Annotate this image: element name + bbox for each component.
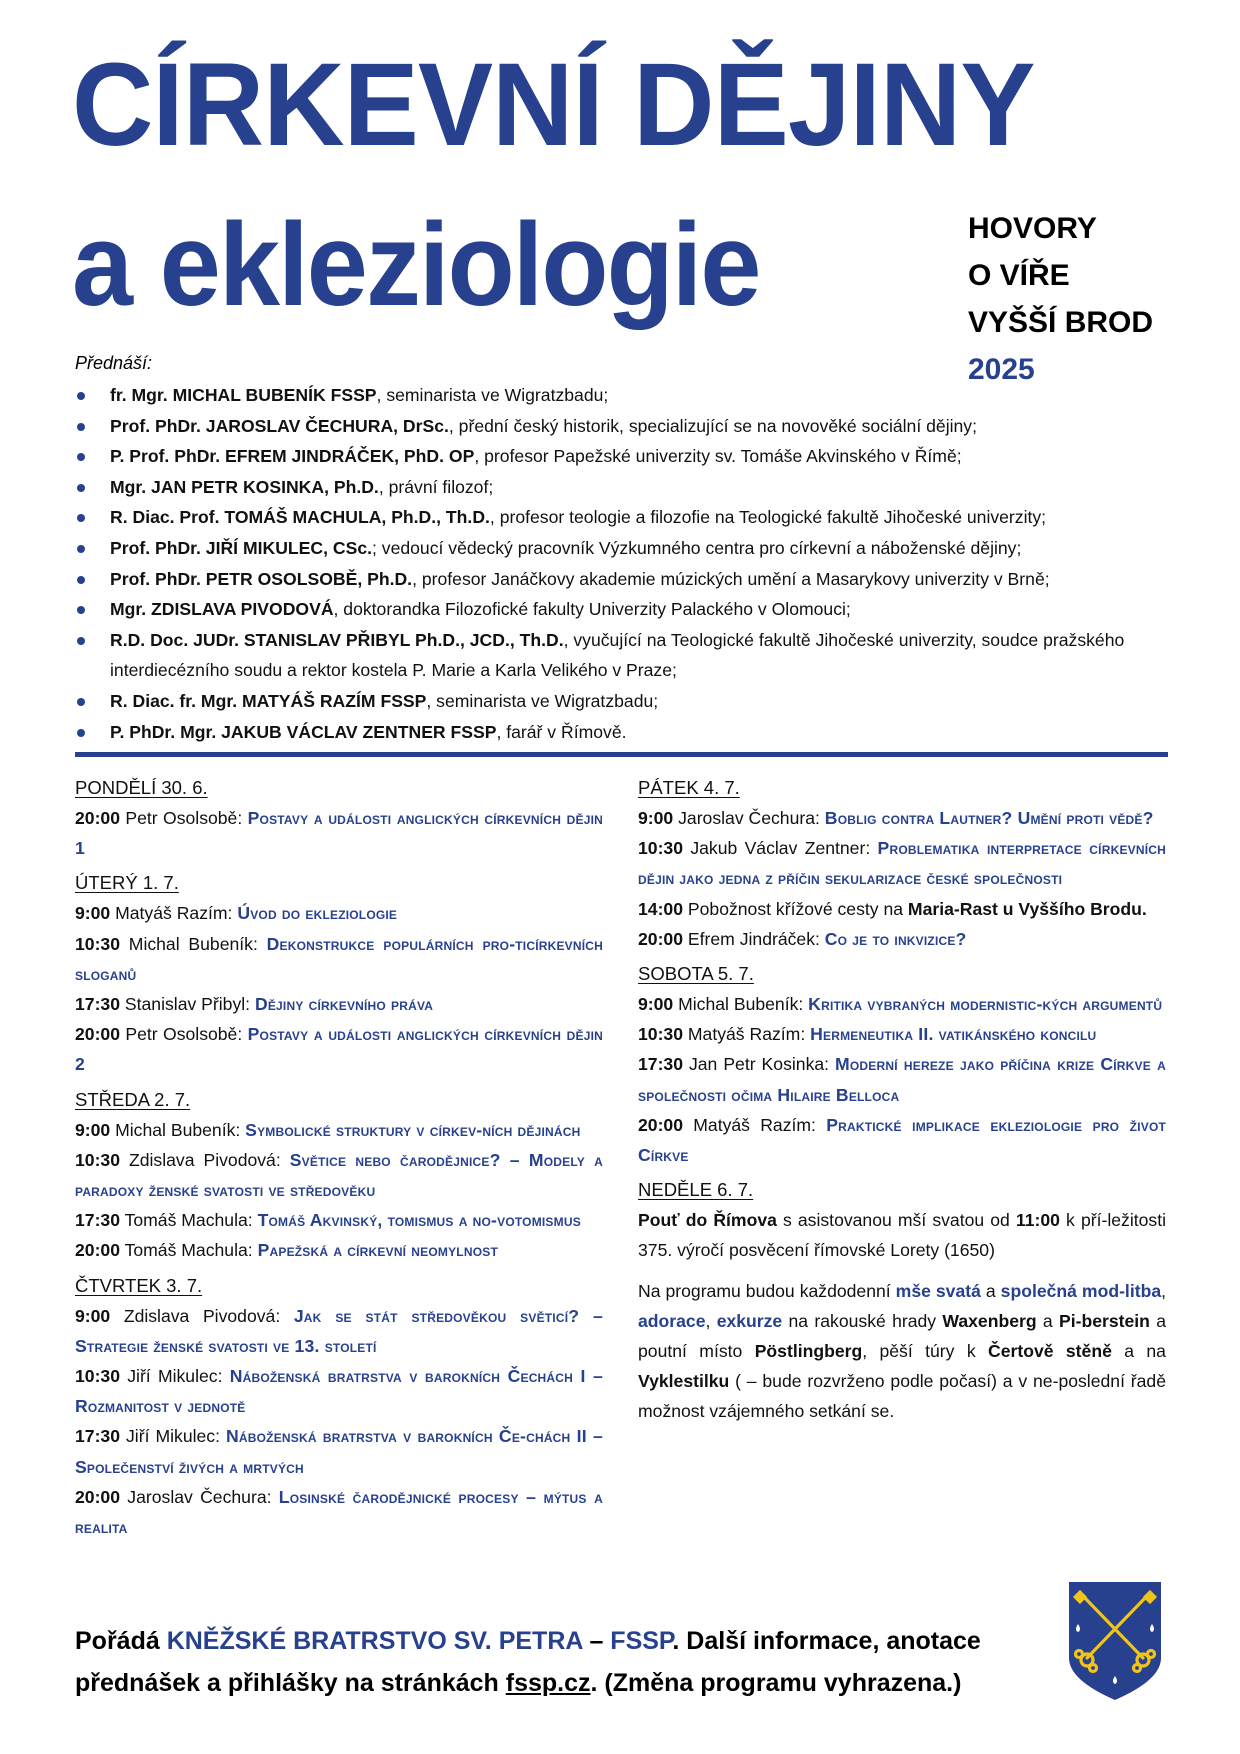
day-heading: SOBOTA 5. 7. xyxy=(638,963,754,985)
footer-note: . (Změna programu vyhrazena.) xyxy=(590,1669,962,1697)
bullet-icon xyxy=(77,729,85,737)
speaker-item xyxy=(75,472,1185,503)
footer-text: . Další informace, anotace přednášek a přihlášky na stránkách xyxy=(75,1627,981,1697)
entry-topic: Postavy a události anglických církevních dějin 1 xyxy=(75,808,603,859)
entry-time: 9:00 xyxy=(75,1305,111,1326)
entry-time: 17:30 xyxy=(75,1210,120,1231)
organizer-abbr: FSSP xyxy=(610,1627,673,1655)
entry-speaker: Matyáš Razím: xyxy=(683,1114,827,1135)
speakers-label: Přednáší: xyxy=(75,353,153,373)
entry-time: 14:00 xyxy=(638,898,683,919)
entry-speaker: Zdislava Pivodová: xyxy=(120,1149,290,1170)
schedule-entry xyxy=(75,989,603,1019)
entry-speaker: Matyáš Razím: xyxy=(110,903,238,924)
entry-time: 10:30 xyxy=(638,838,683,859)
schedule-entry xyxy=(75,1421,603,1481)
sunday-text-2: k pří-ležitosti 375. výročí posvěcení římovské Lorety (1650) xyxy=(638,1210,1166,1261)
entry-speaker: Tomáš Machula: xyxy=(120,1240,258,1261)
note-text: , xyxy=(1161,1280,1166,1301)
note-highlight-adoration: adorace xyxy=(638,1310,706,1331)
series-line-1: HOVORY xyxy=(968,212,1097,245)
entry-topic: Moderní hereze jako příčina krize Církve a společnosti očima Hilaire Belloca xyxy=(638,1054,1166,1105)
entry-speaker: Michal Bubeník: xyxy=(110,1119,246,1140)
speaker-description: , vyučující na Teologické fakultě Jihočeské univerzity, soudce pražského interdiecézního soudu a rektor kostela P. Marie a Karla Velikého v Praze; xyxy=(110,629,1125,681)
schedule-entry xyxy=(75,1115,603,1145)
entry-topic: Světice nebo čarodějnice? – Modely a paradoxy ženské svatosti ve středověku xyxy=(75,1149,603,1201)
note-text: a xyxy=(980,1280,1001,1301)
speaker-description: , farář v Římově. xyxy=(496,721,627,742)
day-heading: PONDĚLÍ 30. 6. xyxy=(75,777,208,798)
speaker-description: , seminarista ve Wigratzbadu; xyxy=(376,385,609,405)
schedule-entry xyxy=(75,1361,603,1421)
entry-time: 17:30 xyxy=(638,1054,683,1075)
note-text: Na programu budou každodenní xyxy=(638,1280,896,1301)
schedule-entry xyxy=(75,1145,603,1205)
schedule-entry xyxy=(75,929,603,989)
place-certova-stena: Čertově stěně xyxy=(988,1341,1112,1362)
sunday-description xyxy=(638,1205,1166,1265)
entry-speaker: Tomáš Machula: xyxy=(120,1210,258,1231)
schedule-entry xyxy=(638,924,1166,954)
schedule-entry xyxy=(638,894,1166,924)
bullet-icon xyxy=(77,698,85,706)
entry-speaker: Petr Osolsobě: xyxy=(120,1024,248,1045)
entry-topic: Hermeneutika II. vatikánského koncilu xyxy=(810,1024,1097,1045)
schedule-entry xyxy=(638,833,1166,893)
entry-time: 10:30 xyxy=(638,1024,683,1045)
note-highlight-excursion: exkurze xyxy=(716,1310,783,1331)
place-postlingberg: Pöstlingberg xyxy=(754,1341,863,1362)
entry-speaker: Stanislav Přibyl: xyxy=(120,994,255,1015)
mass-time: 11:00 xyxy=(1015,1210,1060,1231)
speaker-description: , seminarista ve Wigratzbadu; xyxy=(426,690,659,711)
speaker-item xyxy=(75,411,1185,442)
entry-topic: Losinské čarodějnické procesy – mýtus a realita xyxy=(75,1486,603,1538)
speaker-item xyxy=(75,502,1185,533)
entry-topic: Dějiny církevního práva xyxy=(254,994,434,1015)
bullet-icon xyxy=(77,606,85,614)
speaker-description: , profesor Janáčkovy akademie múzických umění a Masarykovy univerzity v Brně; xyxy=(412,568,1050,589)
speakers-list xyxy=(75,380,1185,747)
entry-speaker: Michal Bubeník: xyxy=(120,933,267,954)
speaker-name: P. PhDr. Mgr. JAKUB VÁCLAV ZENTNER FSSP xyxy=(110,721,497,742)
schedule-entry xyxy=(75,1019,603,1079)
speaker-name: R. Diac. fr. Mgr. MATYÁŠ RAZÍM FSSP xyxy=(110,690,427,711)
speaker-name: P. Prof. PhDr. EFREM JINDRÁČEK, PhD. OP xyxy=(110,446,475,467)
speaker-item xyxy=(75,625,1185,686)
entry-speaker: Jiří Mikulec: xyxy=(120,1366,230,1387)
entry-speaker: Jiří Mikulec: xyxy=(120,1426,227,1447)
bullet-icon xyxy=(77,576,85,584)
day-heading: ÚTERÝ 1. 7. xyxy=(75,872,179,894)
schedule-entry xyxy=(638,1110,1166,1170)
program-note xyxy=(638,1276,1166,1427)
speaker-item xyxy=(75,564,1185,595)
entry-time: 20:00 xyxy=(638,1114,683,1135)
footer-dash: – xyxy=(582,1627,611,1655)
day-heading: ČTVRTEK 3. 7. xyxy=(75,1274,203,1296)
schedule-entry xyxy=(75,803,603,863)
note-text: na rakouské hrady xyxy=(782,1310,943,1331)
schedule-entry xyxy=(75,898,603,928)
entry-time: 9:00 xyxy=(638,808,674,828)
entry-topic: Praktické implikace ekleziologie pro život Církve xyxy=(638,1114,1167,1166)
entry-topic: Tomáš Akvinský, tomismus a no-votomismus xyxy=(257,1210,581,1231)
schedule-entry xyxy=(638,803,1166,833)
crossed-keys-shield-icon xyxy=(1065,1580,1165,1702)
page-subtitle: a ekleziologie xyxy=(72,199,760,331)
footer-text: Pořádá xyxy=(75,1627,167,1655)
entry-topic: Problematika interpretace církevních dějin jako jedna z příčin sekularizace české společnosti xyxy=(638,838,1166,889)
speaker-name: fr. Mgr. MICHAL BUBENÍK FSSP xyxy=(110,385,377,405)
speaker-name: Mgr. JAN PETR KOSINKA, Ph.D. xyxy=(110,476,379,497)
entry-time: 20:00 xyxy=(75,1024,120,1045)
place-waxenberg: Waxenberg xyxy=(942,1310,1037,1331)
organizer-name: KNĚŽSKÉ BRATRSTVO SV. PETRA xyxy=(166,1627,583,1655)
speaker-item xyxy=(75,533,1185,564)
bullet-icon xyxy=(77,514,85,522)
bullet-icon xyxy=(77,423,85,431)
entry-speaker: Matyáš Razím: xyxy=(683,1024,811,1045)
place-piberstein: Pi-berstein xyxy=(1058,1310,1150,1331)
speaker-item xyxy=(75,717,1185,748)
entry-topic: Kritika vybraných modernistic-kých argumentů xyxy=(808,994,1163,1015)
entry-time: 9:00 xyxy=(75,1119,111,1140)
schedule-entry xyxy=(75,1235,603,1265)
speaker-item xyxy=(75,441,1185,472)
note-text: ( – bude rozvrženo podle počasí) a v ne-poslední řadě možnost vzájemného setkání se. xyxy=(638,1371,1166,1422)
schedule-right-column xyxy=(638,773,1166,1437)
speaker-description: , právní filozof; xyxy=(378,476,494,497)
speaker-name: R. Diac. Prof. TOMÁŠ MACHULA, Ph.D., Th.D. xyxy=(110,507,490,528)
speaker-description: , profesor Papežské univerzity sv. Tomáše Akvinského v Římě; xyxy=(474,446,962,467)
speaker-description: , doktorandka Filozofické fakulty Univerzity Palackého v Olomouci; xyxy=(333,599,851,620)
speaker-name: Prof. PhDr. JAROSLAV ČECHURA, DrSc. xyxy=(110,415,449,436)
entry-topic: Úvod do ekleziologie xyxy=(237,903,398,924)
entry-topic: Symbolické struktury v církev-ních dějinách xyxy=(245,1119,581,1140)
footer-organizer xyxy=(75,1620,1035,1704)
note-text: , pěší túry k xyxy=(862,1341,988,1362)
note-highlight-mass: mše svatá xyxy=(895,1280,981,1301)
bullet-icon xyxy=(77,545,85,553)
entry-speaker: Michal Bubeník: xyxy=(673,994,809,1015)
entry-time: 10:30 xyxy=(75,1149,120,1170)
day-heading: PÁTEK 4. 7. xyxy=(638,777,740,798)
schedule-entry xyxy=(638,1049,1166,1109)
speaker-name: Prof. PhDr. PETR OSOLSOBĚ, Ph.D. xyxy=(110,568,413,589)
entry-time: 20:00 xyxy=(75,808,120,828)
page-title: CÍRKEVNÍ DĚJINY xyxy=(72,39,1035,171)
speaker-description: , profesor teologie a filozofie na Teologické fakultě Jihočeské univerzity; xyxy=(489,507,1047,528)
entry-time: 20:00 xyxy=(638,928,683,949)
entry-speaker: Zdislava Pivodová: xyxy=(110,1305,294,1326)
entry-topic: Náboženská bratrstva v barokních Če-chách II – Společenství živých a mrtvých xyxy=(75,1426,603,1477)
note-text: , xyxy=(705,1310,717,1331)
speaker-name: Prof. PhDr. JIŘÍ MIKULEC, CSc. xyxy=(110,537,372,558)
speaker-name: Mgr. ZDISLAVA PIVODOVÁ xyxy=(110,599,334,620)
place-vyklestilka: Vyklestilku xyxy=(638,1371,730,1392)
day-heading-sunday: NEDĚLE 6. 7. xyxy=(638,1179,754,1201)
schedule-entry xyxy=(638,1019,1166,1049)
speaker-description: , přední český historik, specializující se na novověké sociální dějiny; xyxy=(448,415,977,436)
schedule-entry xyxy=(75,1205,603,1235)
pilgrimage-title: Pouť do Římova xyxy=(638,1210,777,1231)
note-text: a na xyxy=(1111,1341,1166,1362)
entry-time: 20:00 xyxy=(75,1240,120,1261)
entry-topic: Náboženská bratrstva v barokních Čechách I – Rozmanitost v jednotě xyxy=(75,1366,603,1417)
entry-speaker: Pobožnost křížové cesty na xyxy=(683,898,908,919)
entry-topic: Dekonstrukce populárních pro-ticírkevních sloganů xyxy=(75,933,604,984)
speaker-name: R.D. Doc. JUDr. STANISLAV PŘIBYL Ph.D., JCD., Th.D. xyxy=(110,629,564,650)
entry-topic: Postavy a události anglických církevních dějin 2 xyxy=(75,1024,603,1075)
speaker-description: ; vedoucí vědecký pracovník Výzkumného centra pro církevní a náboženské dějiny; xyxy=(372,537,1022,558)
entry-time: 17:30 xyxy=(75,994,120,1015)
entry-topic: Boblig contra Lautner? Umění proti vědě? xyxy=(824,808,1154,828)
sunday-text: s asistovanou mší svatou od xyxy=(776,1210,1016,1231)
entry-topic: Co je to inkvizice? xyxy=(824,928,967,949)
entry-speaker: Jan Petr Kosinka: xyxy=(683,1054,836,1075)
bullet-icon xyxy=(77,637,85,645)
schedule-left-column xyxy=(75,773,603,1542)
entry-speaker: Petr Osolsobě: xyxy=(120,808,248,828)
speaker-item xyxy=(75,686,1185,717)
entry-speaker: Jaroslav Čechura: xyxy=(120,1486,279,1507)
website-link[interactable]: fssp.cz xyxy=(505,1669,591,1697)
entry-time: 10:30 xyxy=(75,1366,120,1387)
entry-topic: Jak se stát středověkou světicí? – Strategie ženské svatosti ve 13. století xyxy=(75,1305,603,1356)
schedule-entry xyxy=(638,989,1166,1019)
speaker-item xyxy=(75,380,1185,411)
series-line-2: O VÍŘE xyxy=(968,259,1070,292)
entry-time: 9:00 xyxy=(75,903,111,924)
entry-time: 10:30 xyxy=(75,933,120,954)
note-text: a poutní místo xyxy=(638,1310,1166,1362)
speaker-item xyxy=(75,594,1185,625)
entry-place: Maria-Rast u Vyššího Brodu. xyxy=(907,898,1147,919)
series-line-3: VYŠŠÍ BROD xyxy=(968,306,1154,339)
schedule-entry xyxy=(75,1301,603,1361)
event-series-box xyxy=(968,205,1178,393)
entry-time: 9:00 xyxy=(638,994,674,1015)
day-heading: STŘEDA 2. 7. xyxy=(75,1088,191,1110)
section-divider xyxy=(75,752,1168,757)
entry-time: 20:00 xyxy=(75,1486,120,1507)
note-highlight-prayer: společná mod-litba xyxy=(1000,1280,1162,1301)
schedule-entry xyxy=(75,1482,603,1542)
event-year: 2025 xyxy=(968,353,1035,386)
note-text: a xyxy=(1036,1310,1059,1331)
entry-speaker: Efrem Jindráček: xyxy=(683,928,825,949)
bullet-icon xyxy=(77,453,85,461)
bullet-icon xyxy=(77,484,85,492)
entry-time: 17:30 xyxy=(75,1426,120,1447)
entry-speaker: Jakub Václav Zentner: xyxy=(683,838,878,859)
bullet-icon xyxy=(77,392,85,400)
entry-topic: Papežská a církevní neomylnost xyxy=(257,1240,498,1261)
entry-speaker: Jaroslav Čechura: xyxy=(673,808,825,828)
